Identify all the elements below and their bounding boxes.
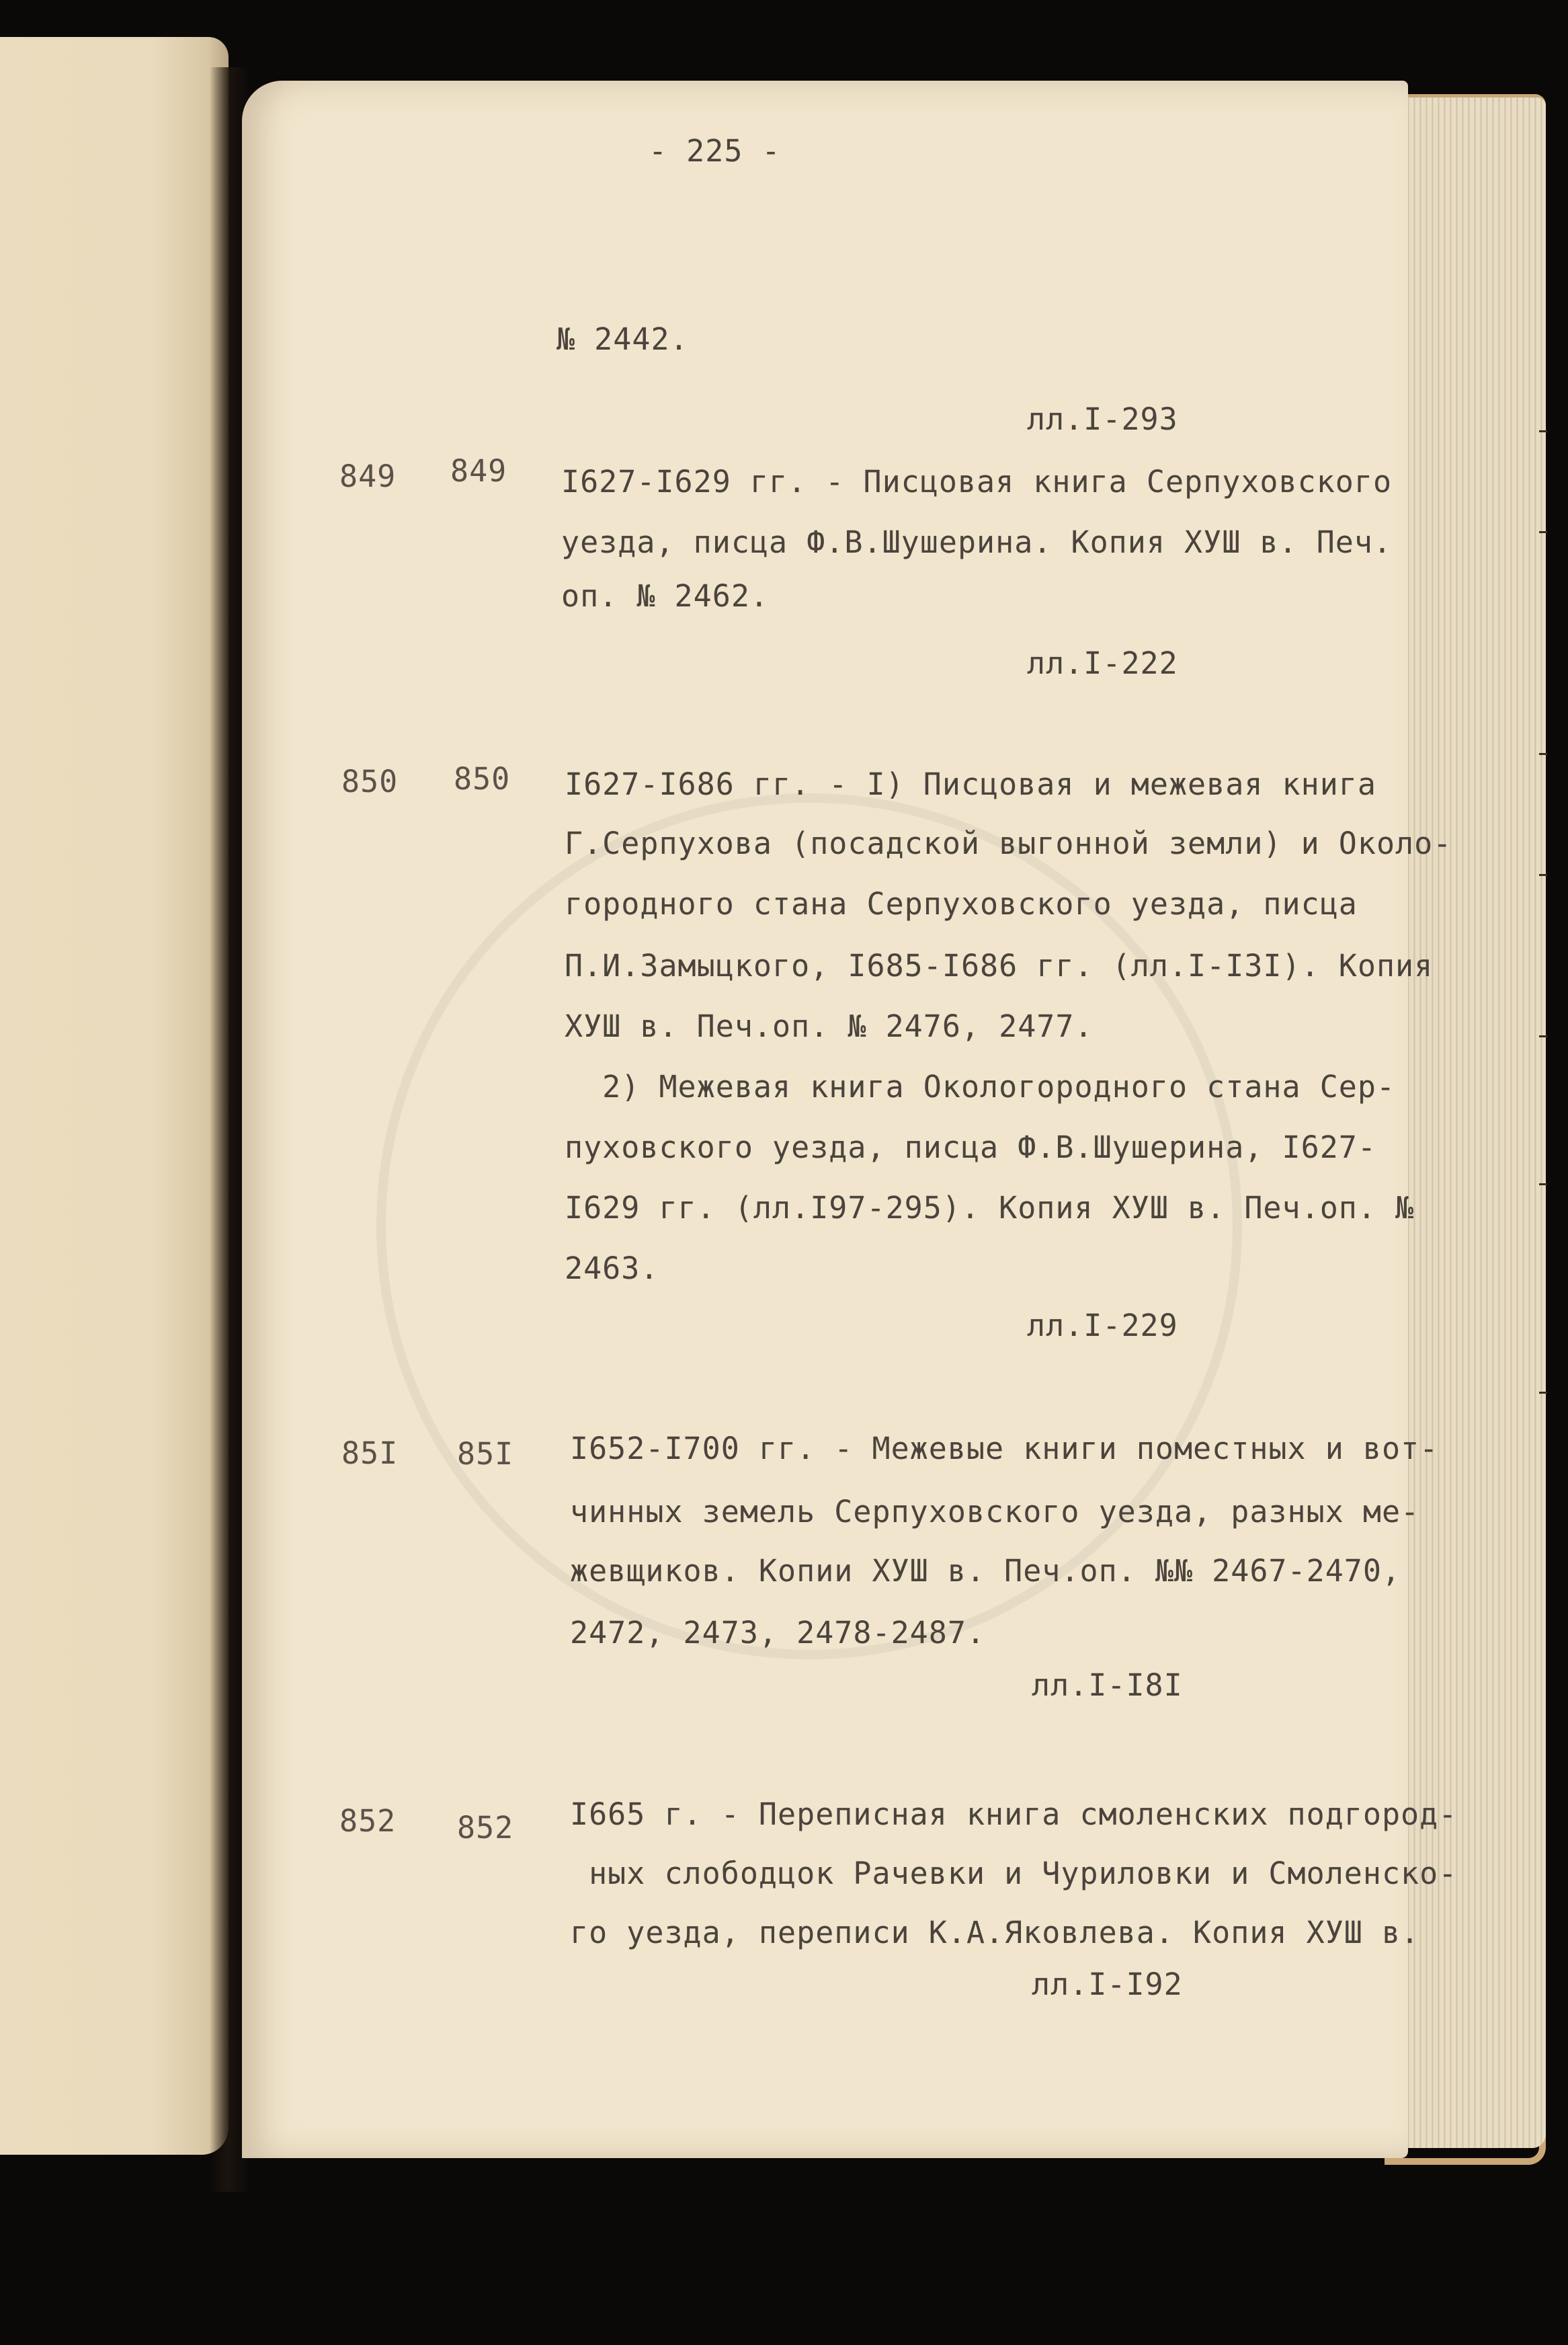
entry-text-line: чинных земель Серпуховского уезда, разных ме- bbox=[570, 1494, 1420, 1529]
entry-sheets: лл.I-I8I bbox=[1032, 1667, 1183, 1703]
page-number: - 225 - bbox=[649, 133, 781, 169]
page-edge-mark bbox=[1539, 1035, 1547, 1037]
entry-text-line: П.И.Замыцкого, I685-I686 гг. (лл.I-I3I). Копия bbox=[565, 948, 1434, 984]
entry-archive-number: 85I bbox=[341, 1435, 399, 1471]
left-page bbox=[0, 37, 229, 2155]
page-edge-mark bbox=[1539, 430, 1547, 432]
entry-text-line: 2472, 2473, 2478-2487. bbox=[570, 1615, 986, 1651]
entry-text-line: го уезда, переписи К.А.Яковлева. Копия ХУШ в. bbox=[570, 1915, 1420, 1950]
entry-text-line: 2) Межевая книга Окологородного стана Сер- bbox=[565, 1069, 1396, 1105]
entry-text-line: городного стана Серпуховского уезда, писца bbox=[565, 886, 1358, 922]
entry-sheets: лл.I-229 bbox=[1027, 1308, 1178, 1343]
page-edge-mark bbox=[1539, 874, 1547, 876]
entry-text-line: I665 г. - Переписная книга смоленских подгород- bbox=[570, 1796, 1458, 1832]
entry-archive-number: 849 bbox=[339, 459, 397, 494]
entry-text-line: I652-I700 гг. - Межевые книги поместных и вот- bbox=[570, 1431, 1439, 1466]
page-edge-mark bbox=[1539, 1392, 1547, 1394]
entry-text-line: жевщиков. Копии ХУШ в. Печ.оп. №№ 2467-2470, bbox=[570, 1553, 1401, 1589]
continuation-sheets: лл.I-293 bbox=[1027, 401, 1178, 437]
entry-item-number: 852 bbox=[457, 1810, 514, 1845]
entry-archive-number: 852 bbox=[339, 1803, 397, 1839]
page-stack-edge bbox=[1391, 97, 1546, 2148]
entry-text-line: пуховского уезда, писца Ф.В.Шушерина, I627- bbox=[565, 1129, 1376, 1165]
entry-text-line: I627-I686 гг. - I) Писцовая и межевая книга bbox=[565, 766, 1376, 802]
entry-sheets: лл.I-I92 bbox=[1032, 1966, 1183, 2002]
continuation-line: № 2442. bbox=[556, 321, 689, 357]
entry-item-number: 85I bbox=[457, 1436, 514, 1472]
entry-text-line: оп. № 2462. bbox=[561, 578, 770, 614]
entry-text-line: 2463. bbox=[565, 1250, 659, 1286]
entry-text-line: ХУШ в. Печ.оп. № 2476, 2477. bbox=[565, 1008, 1094, 1044]
entry-text-line: ных слободцок Рачевки и Чуриловки и Смоленско- bbox=[570, 1856, 1458, 1891]
entry-sheets: лл.I-222 bbox=[1027, 645, 1178, 681]
page-edge-mark bbox=[1539, 753, 1547, 755]
entry-text-line: I629 гг. (лл.I97-295). Копия ХУШ в. Печ.оп. № bbox=[565, 1190, 1415, 1226]
entry-text-line: уезда, писца Ф.В.Шушерина. Копия ХУШ в. Печ. bbox=[561, 524, 1393, 560]
entry-text-line: I627-I629 гг. - Писцовая книга Серпуховского bbox=[561, 464, 1393, 500]
page-edge-mark bbox=[1539, 531, 1547, 533]
entry-text-line: Г.Серпухова (посадской выгонной земли) и Около- bbox=[565, 826, 1452, 861]
entry-archive-number: 850 bbox=[341, 764, 399, 799]
page-edge-mark bbox=[1539, 1183, 1547, 1185]
entry-item-number: 850 bbox=[454, 761, 511, 797]
entry-item-number: 849 bbox=[450, 453, 507, 489]
